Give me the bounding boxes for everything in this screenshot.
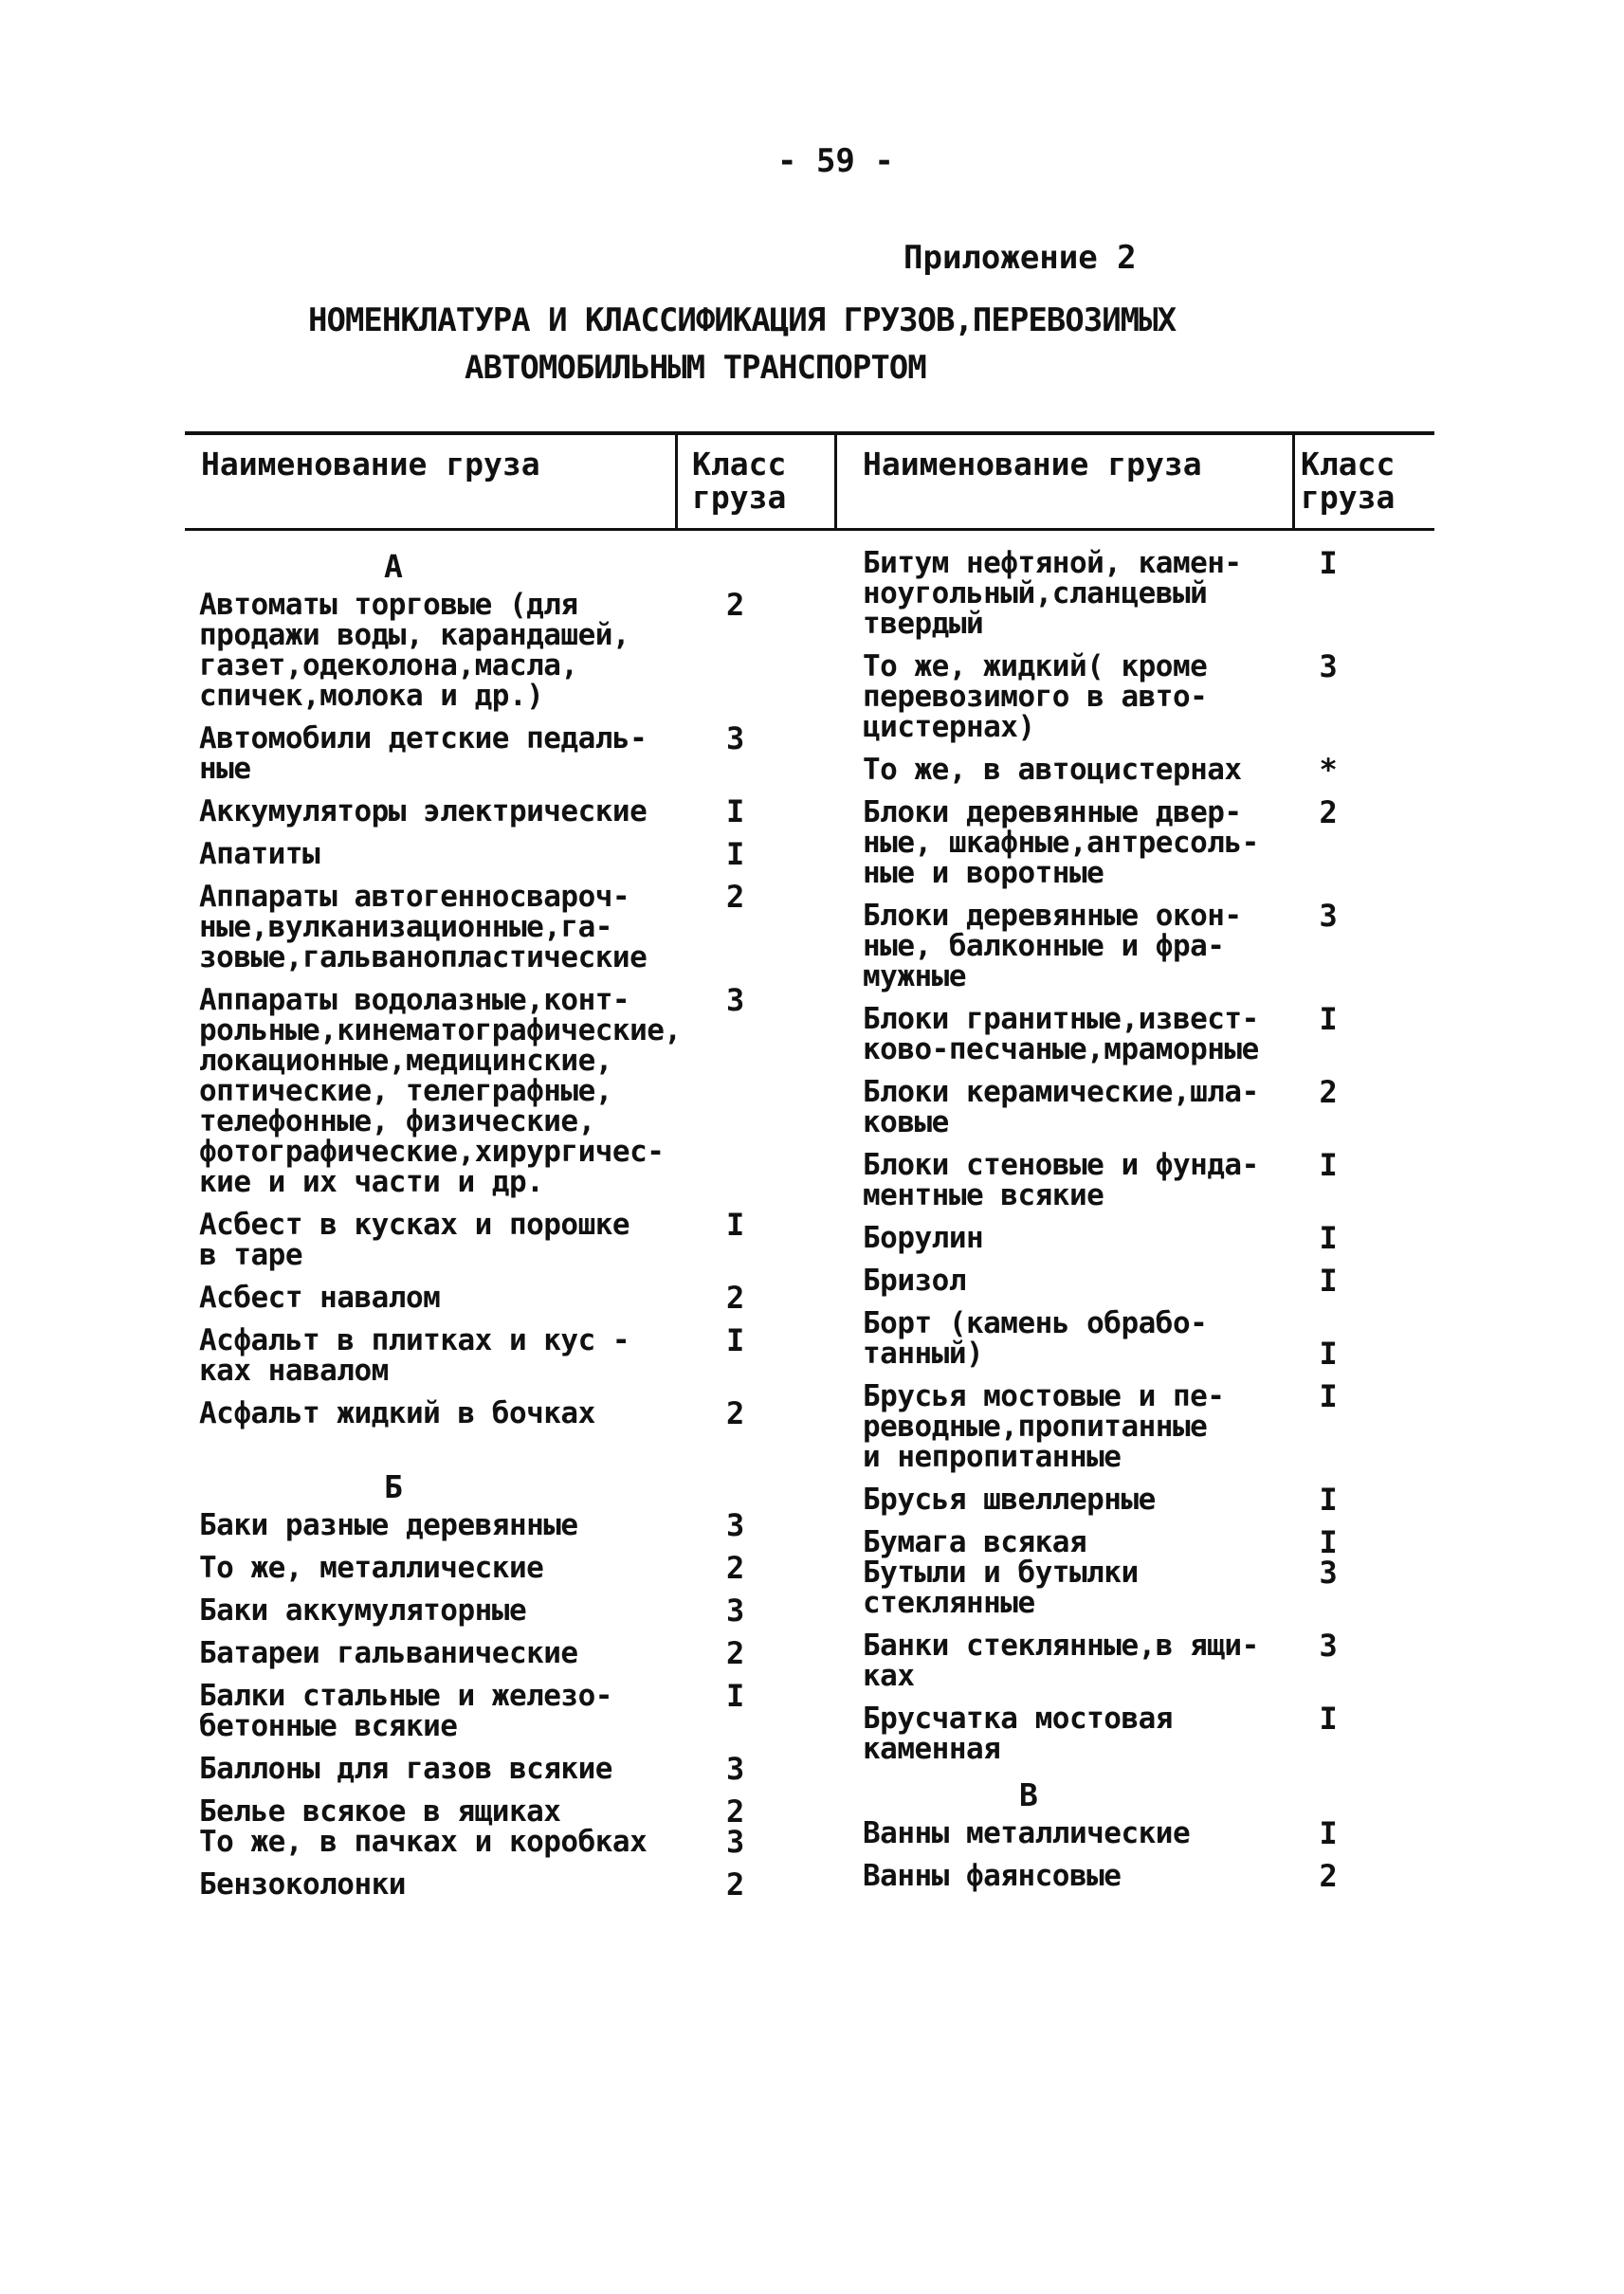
cargo-name: Балки стальные и железо- бетонные всякие — [199, 1679, 612, 1743]
cargo-entry — [199, 1635, 758, 1671]
cargo-class: I — [1319, 1815, 1338, 1851]
cargo-class: 2 — [725, 1550, 745, 1586]
cargo-entry — [199, 1322, 758, 1388]
cargo-class: I — [725, 1678, 745, 1714]
cargo-class: 2 — [725, 587, 745, 623]
cargo-class: 2 — [725, 879, 745, 915]
cargo-entry — [199, 1593, 758, 1629]
header-top-rule — [185, 431, 1434, 435]
cargo-class: I — [1319, 1336, 1338, 1372]
cargo-entry — [199, 1793, 758, 1860]
cargo-entry — [863, 1074, 1356, 1139]
cargo-class: I — [1319, 1701, 1338, 1737]
cargo-name: Баки аккумуляторные — [199, 1593, 527, 1628]
cargo-name: Блоки деревянные окон- ные, балконные и фра- мужные — [863, 899, 1242, 993]
cargo-name: Ванны металлические — [863, 1816, 1191, 1850]
cargo-name: Аккумуляторы электрические — [199, 794, 648, 828]
cargo-name: Бумага всякая Бутыли и бутылки стеклянные — [863, 1525, 1139, 1620]
cargo-entry — [199, 982, 758, 1199]
cargo-entry — [199, 1207, 758, 1272]
cargo-name: Блоки керамические,шла- ковые — [863, 1075, 1259, 1139]
section-letter: В — [1019, 1776, 1038, 1813]
header-class-right: Класс груза — [1301, 446, 1396, 516]
cargo-class: I — [1319, 1147, 1338, 1183]
cargo-name: Ванны фаянсовые — [863, 1859, 1122, 1893]
cargo-entry — [863, 1147, 1356, 1212]
left-column — [199, 548, 758, 1912]
cargo-entry — [863, 1220, 1356, 1256]
cargo-name: Автомобили детские педаль- ные — [199, 721, 648, 786]
header-divider-2 — [834, 433, 837, 528]
cargo-entry — [863, 752, 1356, 788]
cargo-class: 2 3 — [725, 1793, 745, 1860]
cargo-entry — [863, 545, 1356, 641]
cargo-class: I — [725, 793, 745, 829]
cargo-class: I 3 — [1319, 1524, 1338, 1591]
cargo-class: 2 — [725, 1635, 745, 1671]
cargo-entry — [863, 1703, 1356, 1764]
cargo-name: Белье всякое в ящиках То же, в пачках и коробках — [199, 1794, 648, 1859]
cargo-name: Блоки деревянные двер- ные, шкафные,антресоль- ные и воротные — [863, 795, 1259, 890]
cargo-class: I — [1319, 1263, 1338, 1299]
cargo-entry — [199, 1280, 758, 1316]
cargo-name: Бензоколонки — [199, 1867, 406, 1902]
cargo-class: 3 — [1319, 898, 1338, 934]
cargo-entry — [863, 1306, 1356, 1372]
cargo-class: I — [725, 1322, 745, 1358]
cargo-class: 3 — [725, 1751, 745, 1787]
cargo-name: То же, металлические — [199, 1551, 544, 1585]
appendix-label: Приложение 2 — [903, 239, 1137, 277]
cargo-class: I — [1319, 1482, 1338, 1518]
cargo-class: 2 — [725, 1280, 745, 1316]
cargo-name: Асбест в кусках и порошке в таре — [199, 1208, 630, 1272]
cargo-name: Битум нефтяной, камен- ноугольный,сланцевый твердый — [863, 546, 1242, 641]
cargo-entry — [863, 1263, 1356, 1299]
cargo-name: Асбест навалом — [199, 1281, 441, 1315]
cargo-entry — [199, 1507, 758, 1543]
cargo-name: Баки разные деревянные — [199, 1508, 578, 1542]
cargo-name: То же, жидкий( кроме перевозимого в авто- цистернах) — [863, 649, 1208, 744]
cargo-class: * — [1319, 752, 1338, 788]
header-name-left: Наименование груза — [201, 446, 540, 482]
cargo-entry — [199, 1678, 758, 1743]
cargo-name: Бризол — [863, 1264, 966, 1298]
cargo-entry — [199, 1550, 758, 1586]
cargo-class: 3 — [1319, 1628, 1338, 1664]
cargo-entry — [863, 1858, 1356, 1894]
cargo-class: 2 — [1319, 1074, 1338, 1110]
cargo-class: 3 — [725, 720, 745, 756]
cargo-name: Автоматы торговые (для продажи воды, карандашей, газет,одеколона,масла, спичек,молока и др.) — [199, 588, 630, 713]
cargo-class: I — [725, 1207, 745, 1243]
cargo-entry — [199, 1866, 758, 1903]
header-name-right: Наименование груза — [863, 446, 1202, 482]
cargo-class: 2 — [1319, 794, 1338, 830]
header-divider-3 — [1292, 433, 1295, 528]
cargo-entry — [863, 1482, 1356, 1518]
cargo-class: 3 — [725, 982, 745, 1018]
cargo-entry — [863, 1001, 1356, 1066]
right-column — [863, 545, 1356, 1903]
cargo-class: 3 — [725, 1507, 745, 1543]
cargo-name: Аппараты автогенносвароч- ные,вулканизационные,га- зовые,гальванопластические — [199, 880, 648, 974]
cargo-entry — [863, 1630, 1356, 1691]
cargo-name: Брусья мостовые и пе- реводные,пропитанные и непропитанные — [863, 1379, 1225, 1474]
cargo-class: I — [725, 836, 745, 872]
header-class-left: Класс груза — [692, 446, 787, 516]
cargo-name: Брусья швеллерные — [863, 1483, 1156, 1517]
cargo-name: Банки стеклянные,в ящи- ках — [863, 1629, 1259, 1693]
cargo-entry — [863, 1378, 1356, 1474]
cargo-class: 2 — [725, 1395, 745, 1431]
cargo-entry — [199, 1751, 758, 1787]
cargo-name: То же, в автоцистернах — [863, 753, 1242, 787]
cargo-entry — [199, 879, 758, 974]
document-title-line-1: НОМЕНКЛАТУРА И КЛАССИФИКАЦИЯ ГРУЗОВ,ПЕРЕВОЗИМЫХ — [308, 301, 1177, 339]
cargo-entry — [199, 793, 758, 829]
cargo-name: Асфальт в плитках и кус - ках навалом — [199, 1323, 630, 1388]
cargo-entry — [863, 1524, 1356, 1620]
cargo-name: Баллоны для газов всякие — [199, 1752, 612, 1786]
cargo-entry — [863, 1815, 1356, 1851]
cargo-class: I — [1319, 1220, 1338, 1256]
page-number: - 59 - — [777, 142, 894, 180]
cargo-entry — [199, 836, 758, 872]
cargo-class: 2 — [1319, 1858, 1338, 1894]
cargo-entry — [199, 1395, 758, 1431]
cargo-class: I — [1319, 545, 1338, 581]
cargo-class: I — [1319, 1378, 1338, 1414]
cargo-name: Апатиты — [199, 837, 320, 871]
cargo-entry — [199, 720, 758, 786]
cargo-class: 2 — [725, 1866, 745, 1903]
cargo-class: 3 — [725, 1593, 745, 1629]
cargo-entry — [863, 648, 1356, 744]
cargo-name: Блоки гранитные,извест- ково-песчаные,мраморные — [863, 1002, 1259, 1066]
section-letter: А — [384, 548, 403, 585]
header-divider-1 — [675, 433, 678, 528]
cargo-name: Брусчатка мостовая каменная — [863, 1702, 1173, 1766]
header-bottom-rule — [185, 528, 1434, 531]
section-letter: Б — [384, 1468, 403, 1505]
cargo-entry — [863, 898, 1356, 993]
cargo-name: Батареи гальванические — [199, 1636, 578, 1670]
cargo-class: 3 — [1319, 648, 1338, 684]
cargo-name: Борт (камень обрабо- танный) — [863, 1306, 1208, 1371]
cargo-name: Блоки стеновые и фунда- ментные всякие — [863, 1148, 1259, 1212]
cargo-class: I — [1319, 1001, 1338, 1037]
cargo-entry — [199, 587, 758, 713]
cargo-name: Борулин — [863, 1221, 984, 1255]
cargo-entry — [863, 794, 1356, 890]
document-title-line-2: АВТОМОБИЛЬНЫМ ТРАНСПОРТОМ — [465, 349, 926, 387]
cargo-name: Аппараты водолазные,конт- рольные,кинематографические, локационные,медицинские, оптические, телеграфные, телефонные, физические, фотографические,хирургичес- кие и их части и др. — [199, 983, 682, 1199]
cargo-name: Асфальт жидкий в бочках — [199, 1396, 595, 1430]
